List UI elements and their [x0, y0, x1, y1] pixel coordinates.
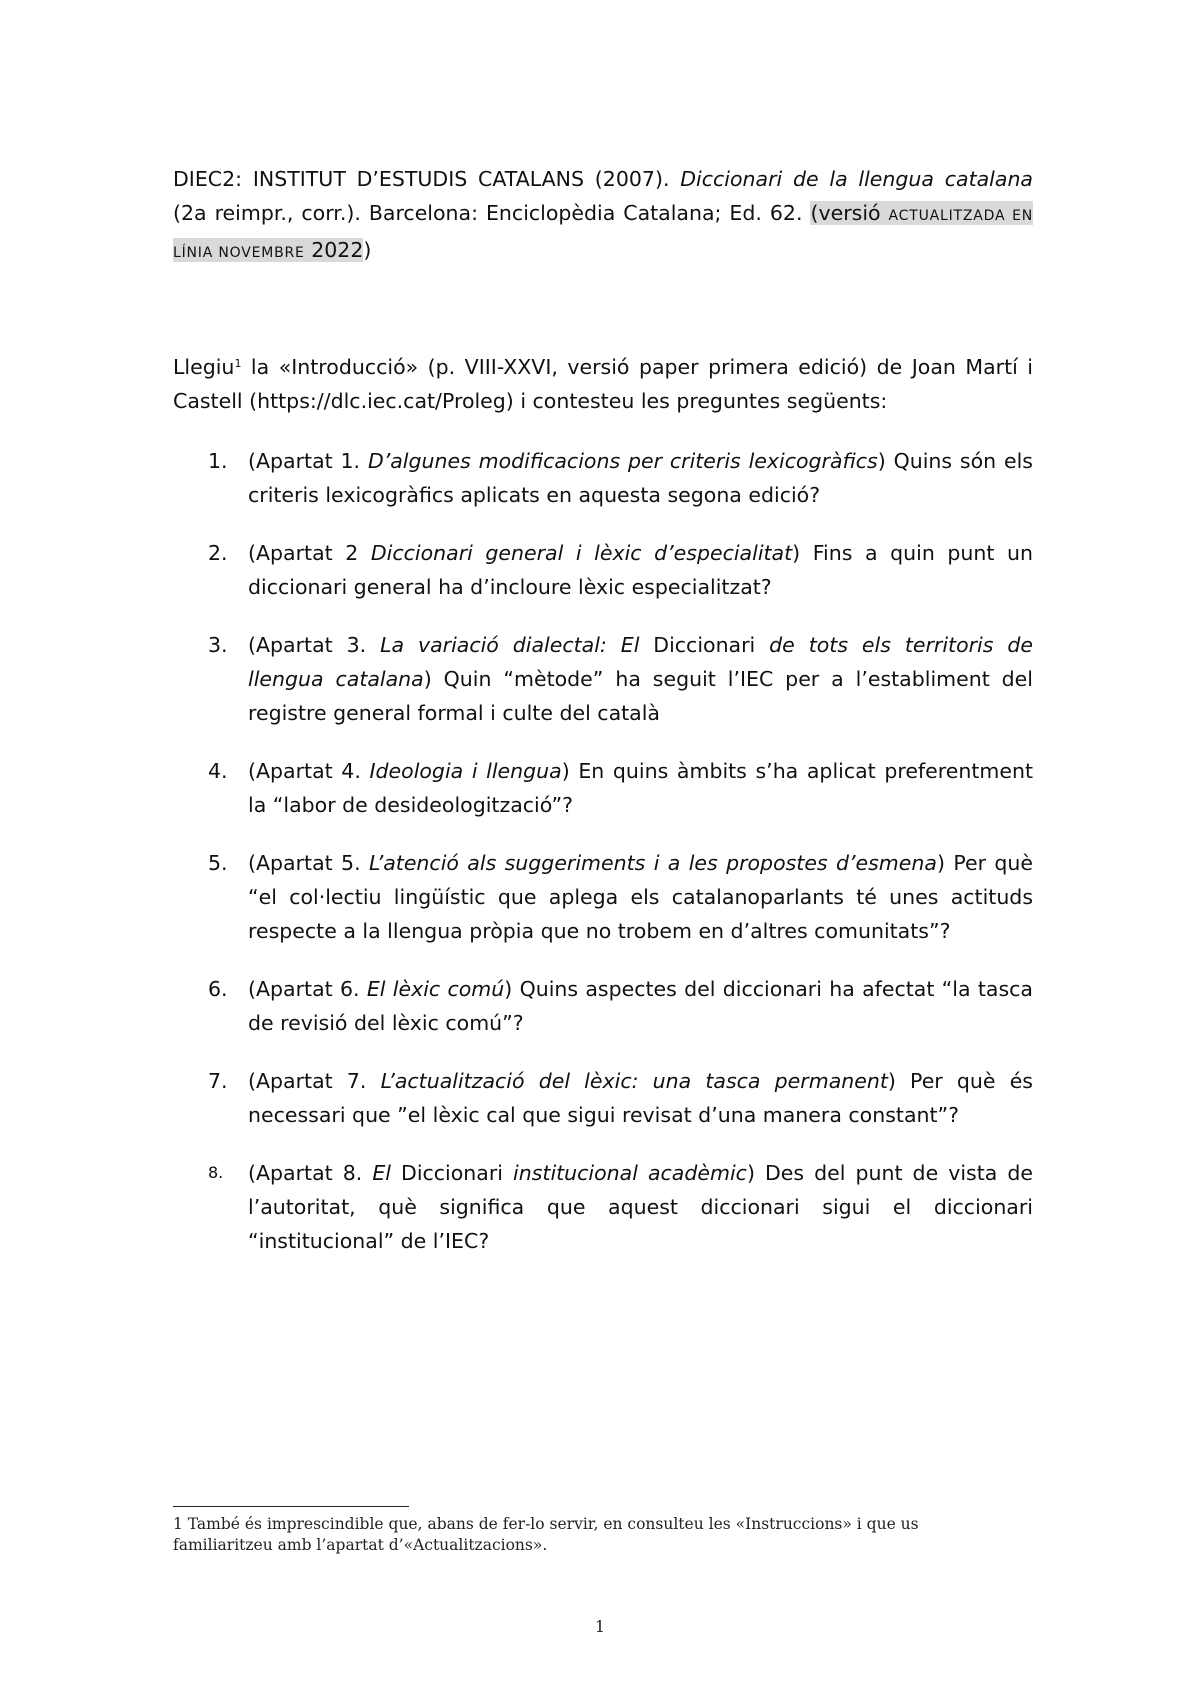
- questions-list: [0, 444, 1200, 1282]
- question-item: [0, 1156, 1200, 1258]
- citation-rest: (2a reimpr., corr.). Barcelona: Enciclopèdia Catalana; Ed. 62.: [173, 201, 811, 225]
- question-prefix: (Apartat 8.: [248, 1161, 373, 1185]
- section-title-continued: institucional acadèmic: [513, 1161, 747, 1185]
- question-number: 3.: [208, 633, 228, 657]
- section-title: Diccionari general i lèxic d’especialitat: [370, 541, 793, 565]
- question-text: [248, 536, 1033, 604]
- section-title: El: [372, 1161, 391, 1185]
- question-text: [248, 754, 1033, 822]
- question-text: [248, 628, 1033, 730]
- section-title: L’actualització del lèxic: una tasca permanent: [380, 1069, 888, 1093]
- question-item: [0, 536, 1200, 604]
- update-note-close: ): [363, 238, 372, 262]
- question-body: ) Per què és necessari que ”el lèxic cal que sigui revisat d’una manera constant”?: [248, 1069, 1033, 1127]
- question-prefix: (Apartat 1.: [248, 449, 368, 473]
- question-item: [0, 444, 1200, 512]
- question-number: 4.: [208, 759, 228, 783]
- section-title: D’algunes modificacions per criteris lexicogràfics: [367, 449, 878, 473]
- question-text: [248, 1156, 1033, 1258]
- section-title-roman: Diccionari: [639, 633, 770, 657]
- citation-paragraph: [173, 162, 1033, 270]
- question-body: ) Per què “el col·lectiu lingüístic que aplega els catalanoparlants té unes actituds respecte a la llengua pròpia que no trobem en d’altres comunitats”?: [248, 851, 1033, 943]
- question-text: [248, 1064, 1033, 1132]
- question-prefix: (Apartat 6.: [248, 977, 367, 1001]
- question-item: [0, 846, 1200, 948]
- question-number: 1.: [208, 449, 228, 473]
- footnote-reference: 1: [234, 357, 242, 370]
- section-title: Ideologia i llengua: [369, 759, 562, 783]
- section-title-continued: de tots els territoris de llengua catalana: [248, 633, 1033, 691]
- footnote-separator: [173, 1506, 409, 1507]
- intro-word: Llegiu: [173, 355, 235, 379]
- update-note-year: 2022: [304, 238, 364, 262]
- section-title: El lèxic comú: [366, 977, 505, 1001]
- update-note-open: (versió: [810, 201, 889, 225]
- intro-paragraph: [173, 350, 1033, 418]
- citation-lead: DIEC2: INSTITUT D’ESTUDIS CATALANS (2007).: [173, 167, 681, 191]
- question-text: [248, 846, 1033, 948]
- question-number: 7.: [208, 1069, 228, 1093]
- question-body: ) En quins àmbits s’ha aplicat preferentment la “labor de desideologització”?: [248, 759, 1033, 817]
- question-body: ) Quins aspectes del diccionari ha afectat “la tasca de revisió del lèxic comú”?: [248, 977, 1033, 1035]
- question-body: ) Quins són els criteris lexicogràfics aplicats en aquesta segona edició?: [248, 449, 1033, 507]
- footnote-text: 1 També és imprescindible que, abans de fer-lo servir, en consulteu les «Instruccions» i que us familiaritzeu amb l’apartat d’«Actualitzacions».: [173, 1515, 919, 1554]
- question-prefix: (Apartat 5.: [248, 851, 369, 875]
- section-title: La variació dialectal: El: [380, 633, 640, 657]
- question-prefix: (Apartat 2: [248, 541, 371, 565]
- question-number: 6.: [208, 977, 228, 1001]
- question-text: [248, 972, 1033, 1040]
- question-item: [0, 628, 1200, 730]
- question-prefix: (Apartat 4.: [248, 759, 370, 783]
- section-title-roman: Diccionari: [390, 1161, 514, 1185]
- question-number: 2.: [208, 541, 228, 565]
- question-body: ) Des del punt de vista de l’autoritat, què significa que aquest diccionari sigui el diccionari “institucional” de l’IEC?: [248, 1161, 1034, 1253]
- question-item: [0, 754, 1200, 822]
- question-number: 8.: [208, 1163, 224, 1182]
- page-number: 1: [594, 1617, 606, 1636]
- citation-title: Diccionari de la llengua catalana: [680, 167, 1033, 191]
- question-prefix: (Apartat 3.: [248, 633, 381, 657]
- question-text: [248, 444, 1033, 512]
- intro-text: la «Introducció» (p. VIII-XXVI, versió paper primera edició) de Joan Martí i Castell (https://dlc.iec.cat/Proleg) i contesteu les preguntes següents:: [173, 355, 1033, 413]
- question-body: ) Fins a quin punt un diccionari general ha d’incloure lèxic especialitzat?: [248, 541, 1033, 599]
- section-title: L’atenció als suggeriments i a les propostes d’esmena: [368, 851, 937, 875]
- question-prefix: (Apartat 7.: [248, 1069, 381, 1093]
- question-body: ) Quin “mètode” ha seguit l’IEC per a l’establiment del registre general formal i culte del català: [248, 667, 1033, 725]
- update-note-caps: ACTUALITZADA EN LÍNIA NOVEMBRE: [173, 208, 1033, 261]
- question-number: 5.: [208, 851, 228, 875]
- question-item: [0, 1064, 1200, 1132]
- question-item: [0, 972, 1200, 1040]
